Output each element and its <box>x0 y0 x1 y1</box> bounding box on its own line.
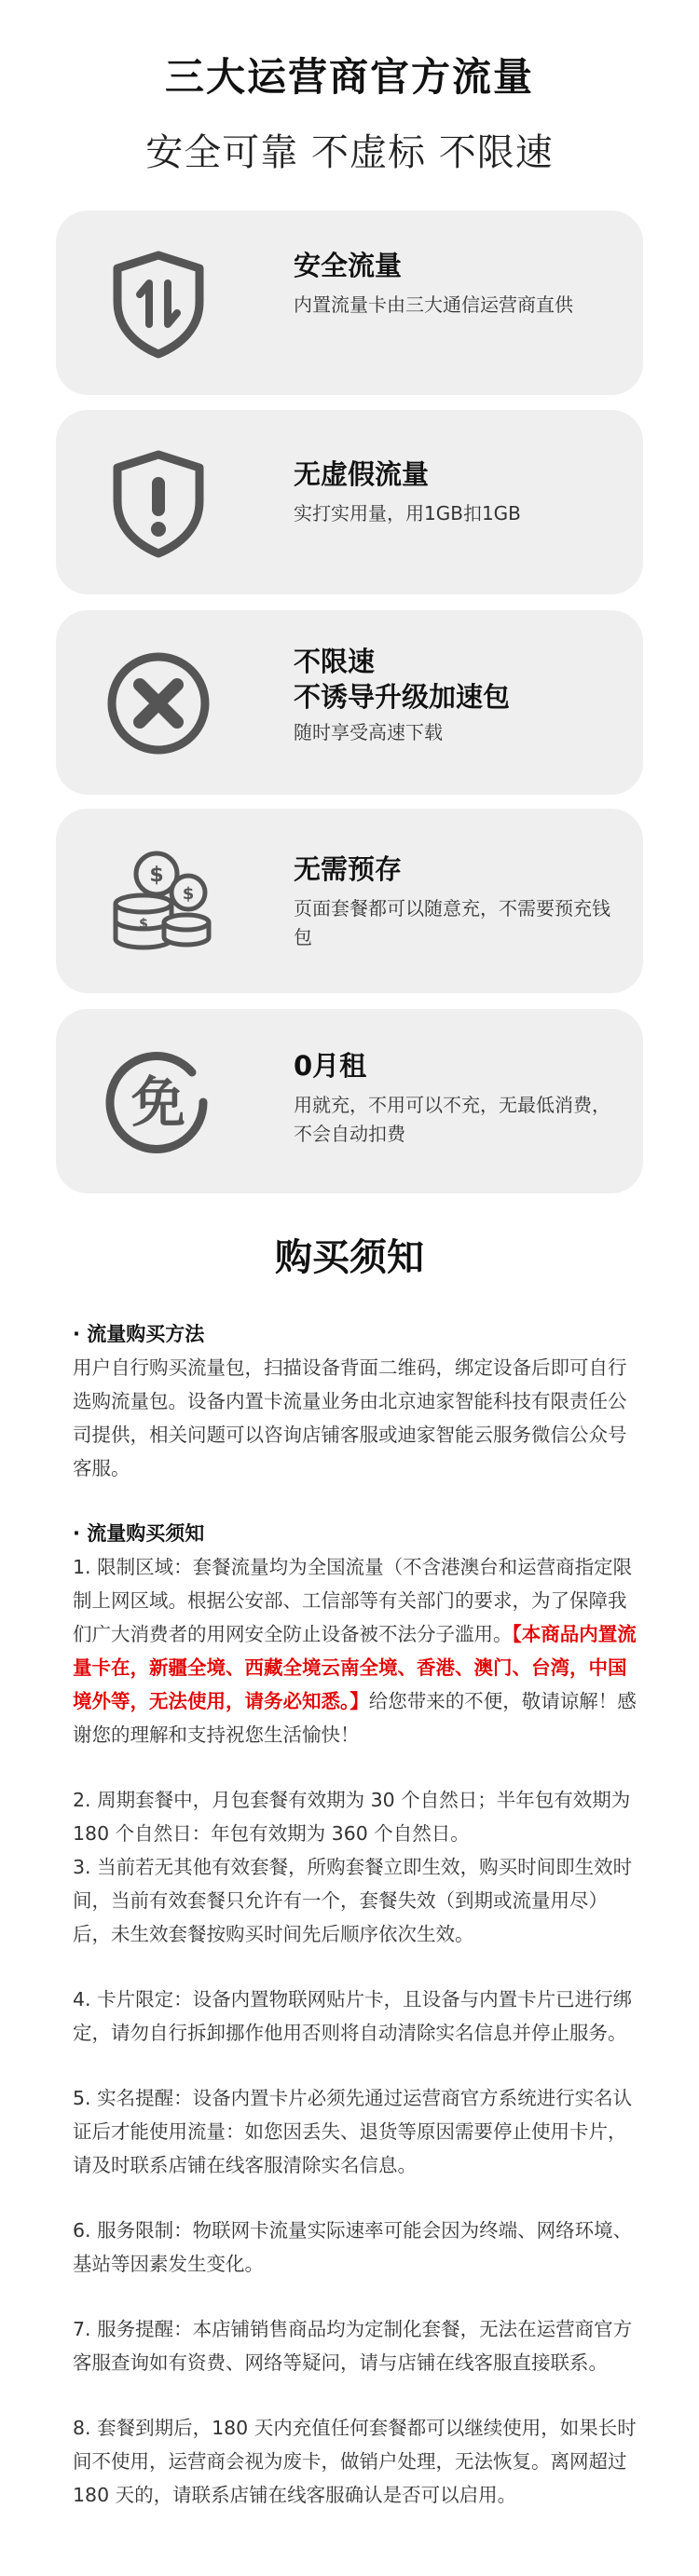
feature-desc: 实打实用量，用1GB扣1GB <box>294 502 521 525</box>
note-item-3: 3. 当前若无其他有效套餐，所购套餐立即生效，购买时间即生效时间，当前有效套餐只允许有一个，套餐失效（到期或流量用尽）后，未生效套餐按购买时间先后顺序依次生效。 <box>73 1856 633 1945</box>
note-item-8: 8. 套餐到期后，180 天内充值任何套餐都可以继续使用，如果长时间不使用，运营商会视为废卡，做销户处理，无法恢复。离网超过 180 天的，请联系店铺在线客服确认是否可以启用。 <box>73 2417 637 2506</box>
page-subtitle: 安全可靠 不虚标 不限速 <box>145 131 554 174</box>
feature-title: 不限速 不诱导升级加速包 <box>294 646 511 713</box>
feature-desc: 随时享受高速下载 <box>294 721 443 743</box>
svg-text:$: $ <box>139 917 148 932</box>
shield-arrows-icon <box>103 248 214 360</box>
section-heading: · 流量购买须知 <box>73 1522 205 1545</box>
feature-title: 无虚假流量 <box>294 458 430 490</box>
feature-desc: 页面套餐都可以随意充，不需要预充钱包 <box>294 897 610 948</box>
page-title: 三大运营商官方流量 <box>164 54 534 100</box>
feature-title: 安全流量 <box>294 250 403 281</box>
feature-card-no-prepay <box>56 809 643 993</box>
notice-section <box>73 1317 637 2512</box>
page-header <box>0 47 699 176</box>
notice-title: 购买须知 <box>275 1236 424 1279</box>
note-item-6: 6. 服务限制：物联网卡流量实际速率可能会因为终端、网络环境、基站等因素发生变化。 <box>73 2219 633 2275</box>
note-item-1: 1. 限制区域：套餐流量均为全国流量（不含港澳台和运营商指定限制上网区域。根据公安部、工信部等有关部门的要求，为了保障我们广大消费者的用网安全防止设备被不法分子滥用。【本商品内置流量卡在，新疆全境、西藏全境云南全境、香港、澳门、台湾，中国境外等，无法使用，请务必知悉。】给您带来的不便，敬请谅解！感谢您的理解和支持祝您生活愉快！ <box>73 1556 637 1746</box>
shield-exclamation-icon <box>103 447 214 559</box>
note-item-4: 4. 卡片限定：设备内置物联网贴片卡，且设备与内置卡片已进行绑定，请勿自行拆卸挪作他用否则将自动清除实名信息并停止服务。 <box>73 1988 633 2044</box>
mian-circle-icon <box>103 1046 214 1158</box>
note-item-2: 2. 周期套餐中，月包套餐有效期为 30 个自然日；半年包有效期为 180 个自然日：年包有效期为 360 个自然日。 <box>73 1789 631 1845</box>
note-item-7: 7. 服务提醒：本店铺销售商品均为定制化套餐，无法在运营商官方客服查询如有资费、网络等疑问，请与店铺在线客服直接联系。 <box>73 2318 633 2374</box>
coin-stack-icon <box>103 846 214 958</box>
feature-desc: 用就充，不用可以不充，无最低消费，不会自动扣费 <box>294 1094 610 1145</box>
region-warning: 【本商品内置流量卡在，新疆全境、西藏全境云南全境、香港、澳门、台湾，中国境外等，无法使用，请务必知悉。】 <box>73 1623 637 1712</box>
note-item-5: 5. 实名提醒：设备内置卡片必须先通过运营商官方系统进行实名认证后才能使用流量：如您因丢失、退货等原因需要停止使用卡片，请及时联系店铺在线客服清除实名信息。 <box>73 2087 633 2176</box>
feature-card-safe <box>56 211 643 395</box>
feature-card-no-monthly-fee <box>56 1009 643 1193</box>
cross-circle-icon <box>103 647 214 759</box>
feature-card-no-limit <box>56 610 643 795</box>
feature-card-no-fake <box>56 410 643 594</box>
feature-title: 0月租 <box>294 1050 367 1082</box>
purchase-method-text: 用户自行购买流量包，扫描设备背面二维码，绑定设备后即可自行选购流量包。设备内置卡流量业务由北京迪家智能科技有限责任公司提供，相关问题可以咨询店铺客服或迪家智能云服务微信公众号客服。 <box>73 1356 627 1479</box>
feature-title: 无需预存 <box>294 853 403 885</box>
section-heading: · 流量购买方法 <box>73 1323 205 1345</box>
svg-text:$: $ <box>182 884 195 904</box>
svg-text:免: 免 <box>130 1070 186 1134</box>
feature-desc: 内置流量卡由三大通信运营商直供 <box>294 293 573 316</box>
svg-text:$: $ <box>149 864 164 887</box>
